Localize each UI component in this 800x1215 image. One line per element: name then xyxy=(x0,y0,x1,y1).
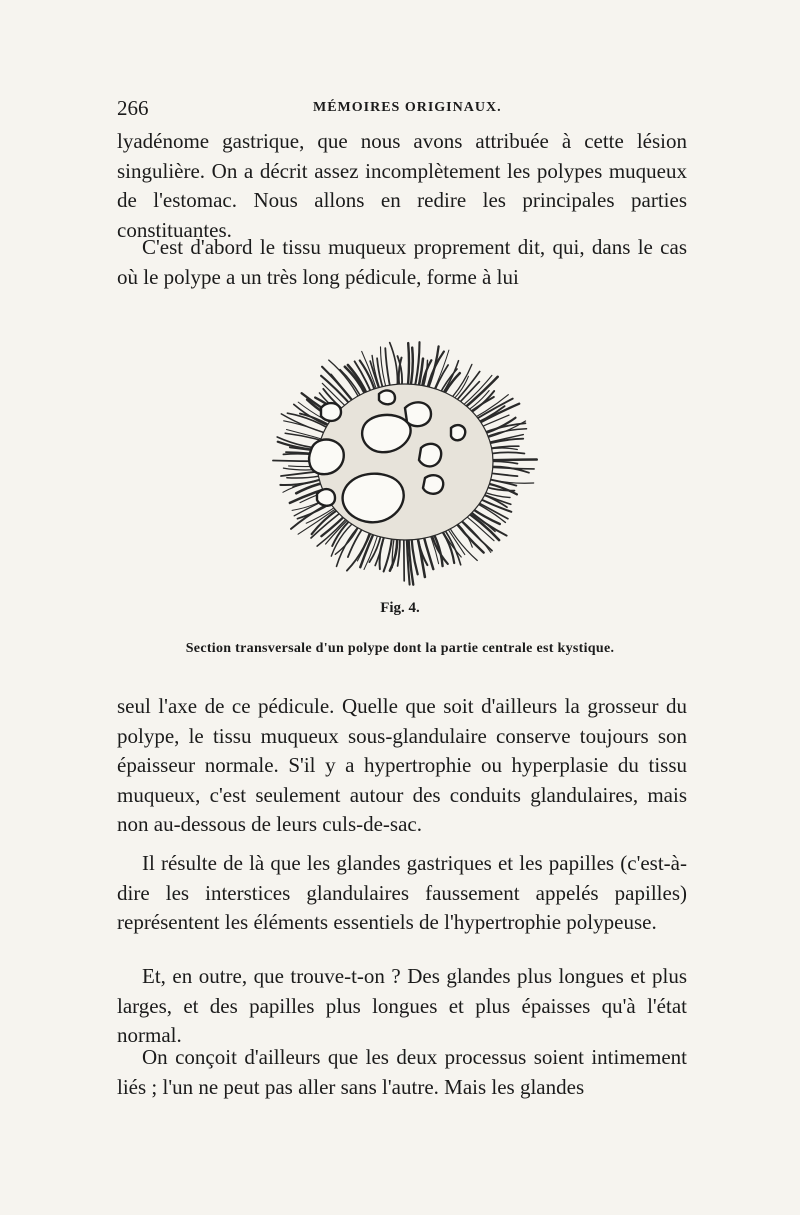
paragraph-4: Il résulte de là que les glandes gastriques et les papilles (c'est-à-dire les interstices glandulaires faussement appelés papilles) représentent les éléments essentiels de l'hypertrophie polypeuse. xyxy=(117,851,687,935)
cyst-small-4 xyxy=(379,391,395,405)
paragraph-2: C'est d'abord le tissu muqueux proprement dit, qui, dans le cas où le polype a un très long pédicule, forme à lui xyxy=(117,235,687,289)
cyst-center-right xyxy=(419,444,441,467)
figure-caption: Section transversale d'un polype dont la partie centrale est kystique. xyxy=(185,641,615,656)
cyst-small-2 xyxy=(321,403,341,421)
paragraph-6: On conçoit d'ailleurs que les deux processus soient intimement liés ; l'un ne peut pas aller sans l'autre. Mais les glandes xyxy=(117,1045,687,1099)
figure-label: Fig. 4. xyxy=(380,600,420,616)
polyp-section-illustration xyxy=(255,336,549,588)
cyst-left xyxy=(309,440,344,475)
running-head xyxy=(117,96,687,120)
running-title: MÉMOIRES ORIGINAUX. xyxy=(313,100,502,115)
page-number: 266 xyxy=(117,96,149,120)
cyst-small-5 xyxy=(451,425,465,440)
paragraph-1: lyadénome gastrique, que nous avons attribuée à cette lésion singulière. On a décrit assez incomplètement les polypes muqueux de l'estomac. Nous allons en redire les principales parties constituantes. xyxy=(117,129,687,242)
cyst-small-1 xyxy=(423,475,443,494)
cyst-right-upper xyxy=(405,402,431,426)
cyst-large-lower xyxy=(343,474,404,523)
cyst-small-3 xyxy=(317,489,335,506)
paragraph-5: Et, en outre, que trouve-t-on ? Des glandes plus longues et plus larges, et des papilles plus longues et plus épaisses qu'à l'état normal. xyxy=(117,964,687,1048)
paragraph-3: seul l'axe de ce pédicule. Quelle que soit d'ailleurs la grosseur du polype, le tissu muqueux sous-glandulaire conserve toujours son épaisseur normale. S'il y a hypertrophie ou hyperplasie du tissu muqueux, c'est seulement autour des conduits glandulaires, mais non au-dessous de leurs culs-de-sac. xyxy=(117,694,687,837)
